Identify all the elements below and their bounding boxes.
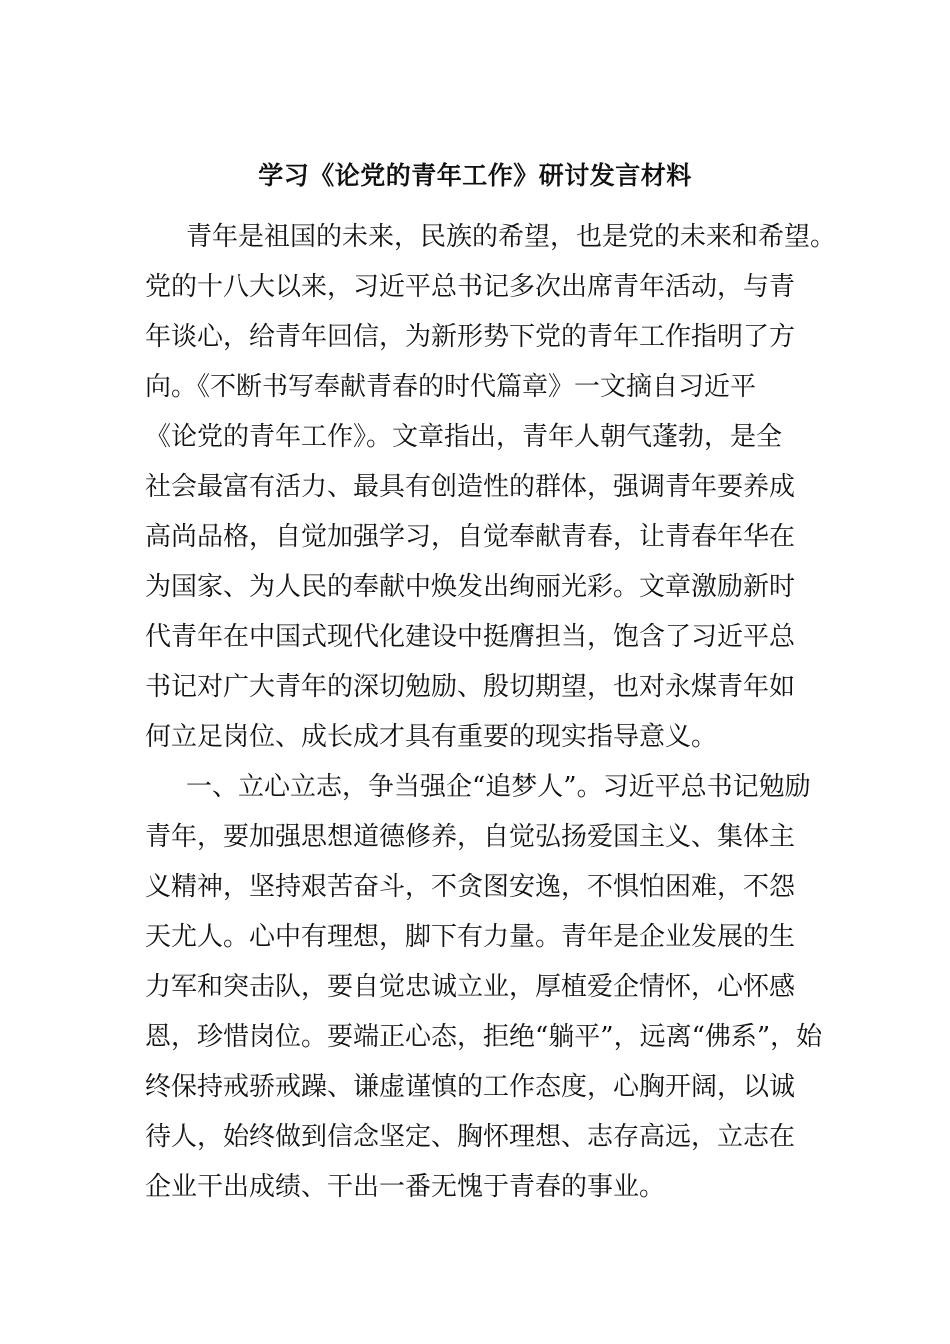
text-line: 高尚品格，自觉加强学习，自觉奉献青春，让青春年华在 [145,522,796,552]
text-line: 《论党的青年工作》。文章指出，青年人朝气蓬勃，是全 [145,422,783,452]
text-line: 向。《不断书写奉献青春的时代篇章》一文摘自习近平 [145,372,757,402]
document-title: 学习《论党的青年工作》研讨发言材料 [258,161,692,190]
text-line: 书记对广大青年的深切勉励、殷切期望，也对永煤青年如 [145,672,796,702]
text-line: 为国家、为人民的奉献中焕发出绚丽光彩。文章激励新时 [145,572,796,602]
text-line: 一、立心立志，争当强企“追梦人”。习近平总书记勉励 [186,772,811,802]
text-line: 党的十八大以来，习近平总书记多次出席青年活动，与青 [145,272,796,302]
text-line: 社会最富有活力、最具有创造性的群体，强调青年要养成 [145,472,796,502]
text-line: 青年，要加强思想道德修养，自觉弘扬爱国主义、集体主 [145,822,796,852]
text-line: 代青年在中国式现代化建设中挺膺担当，饱含了习近平总 [145,622,796,652]
text-line: 天尤人。心中有理想，脚下有力量。青年是企业发展的生 [145,922,796,952]
text-line: 青年是祖国的未来，民族的希望，也是党的未来和希望。 [186,222,837,252]
text-line: 年谈心，给青年回信，为新形势下党的青年工作指明了方 [145,322,796,352]
text-line: 待人，始终做到信念坚定、胸怀理想、志存高远，立志在 [145,1122,796,1152]
text-line: 恩，珍惜岗位。要端正心态，拒绝“躺平”，远离“佛系”，始 [145,1022,823,1052]
text-line: 义精神，坚持艰苦奋斗，不贪图安逸，不惧怕困难，不怨 [145,872,796,902]
text-line: 终保持戒骄戒躁、谦虚谨慎的工作态度，心胸开阔，以诚 [145,1072,796,1102]
text-line: 企业干出成绩、干出一番无愧于青春的事业。 [145,1172,666,1202]
text-line: 力军和突击队，要自觉忠诚立业，厚植爱企情怀，心怀感 [145,972,796,1002]
text-line: 何立足岗位、成长成才具有重要的现实指导意义。 [145,722,718,752]
